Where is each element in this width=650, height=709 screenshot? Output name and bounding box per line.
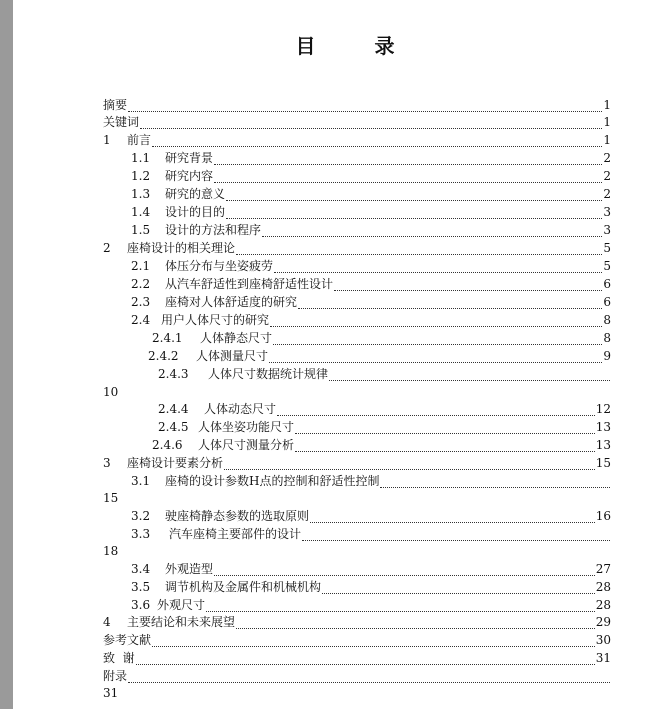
toc-entry-1-1[interactable] [131,149,611,167]
toc-entry-title: 座椅设计的相关理论 [127,241,236,255]
dot-leader [298,296,602,309]
toc-entry-title: 人体坐姿功能尺寸 [198,420,295,434]
toc-entry-chapter-4[interactable] [103,613,611,631]
toc-entry-title: 汽车座椅主要部件的设计 [169,527,302,541]
toc-entry-title: 附录 [103,669,128,683]
toc-entry-title: 主要结论和未来展望 [127,615,236,629]
toc-entry-chapter-3[interactable] [103,454,611,472]
toc-entry-3-5[interactable] [131,578,611,596]
dot-leader [128,99,602,112]
dot-leader [128,670,610,683]
toc-entry-title: 研究的意义 [165,187,226,201]
dot-leader [274,260,602,273]
toc-entry-page-wrapped: 31 [103,686,119,700]
toc-entry-3-3[interactable] [131,525,611,543]
toc-entry-page: 13 [595,420,611,434]
dot-leader [214,170,602,183]
toc-entry-page: 28 [595,598,611,612]
toc-entry-page: 28 [595,580,611,594]
toc-entry-2-1[interactable] [131,257,611,275]
toc-entry-title: 人体测量尺寸 [196,349,269,363]
toc-entry-number: 1.2 [131,169,151,183]
toc-entry-number: 3.1 [131,474,151,488]
viewer-left-edge [0,0,13,709]
dot-leader [295,439,595,452]
toc-entry-page-wrapped: 10 [103,385,119,399]
toc-entry-3-6[interactable] [131,596,611,614]
toc-entry-keywords[interactable] [103,113,611,131]
toc-entry-number: 1 [103,133,111,147]
toc-entry-number: 3.3 [131,527,151,541]
toc-entry-number: 3 [103,456,111,470]
toc-entry-number: 2.4.2 [148,349,179,363]
toc-entry-2-4-6[interactable] [152,436,611,454]
toc-entry-3-2[interactable] [131,507,611,525]
toc-entry-number: 3.5 [131,580,151,594]
dot-leader [236,242,602,255]
dot-leader [136,652,595,665]
toc-entry-1-5[interactable] [131,221,611,239]
toc-entry-page: 2 [603,169,611,183]
toc-entry-3-1[interactable] [131,472,611,490]
toc-entry-title: 设计的目的 [165,205,226,219]
toc-entry-page: 27 [595,562,611,576]
toc-entry-1-4[interactable] [131,203,611,221]
toc-entry-page: 5 [603,259,611,273]
toc-entry-1-2[interactable] [131,167,611,185]
toc-entry-page: 5 [603,241,611,255]
toc-entry-title: 用户人体尺寸的研究 [161,313,270,327]
toc-entry-2-4-4[interactable] [158,400,611,418]
toc-entry-2-4-3[interactable] [158,365,611,383]
toc-entry-title: 外观尺寸 [157,598,206,612]
toc-entry-title: 驶座椅静态参数的选取原则 [165,509,310,523]
toc-entry-2-4-2[interactable] [148,347,611,365]
toc-entry-number: 1.1 [131,151,151,165]
toc-entry-title: 设计的方法和程序 [165,223,262,237]
toc-entry-title: 调节机构及金属件和机械机构 [165,580,322,594]
toc-entry-number: 4 [103,615,111,629]
toc-entry-page: 12 [595,402,611,416]
toc-entry-page: 6 [603,295,611,309]
toc-entry-title: 人体静态尺寸 [200,331,273,345]
toc-entry-page: 8 [603,331,611,345]
toc-entry-number: 2.4 [131,313,151,327]
toc-entry-number: 3.6 [131,598,151,612]
toc-entry-page: 29 [595,615,611,629]
toc-entry-2-4[interactable] [131,311,611,329]
toc-entry-number: 2.4.5 [158,420,189,434]
toc-entry-page: 31 [595,651,611,665]
dot-leader [310,510,595,523]
toc-entry-page: 2 [603,187,611,201]
dot-leader [224,457,595,470]
toc-entry-page: 8 [603,313,611,327]
dot-leader [236,616,595,629]
dot-leader [269,350,602,363]
dot-leader [226,188,602,201]
toc-entry-page: 30 [595,633,611,647]
dot-leader [334,278,602,291]
toc-entry-page-wrapped: 15 [103,491,119,505]
dot-leader [214,152,602,165]
toc-entry-page: 3 [603,223,611,237]
dot-leader [152,134,602,147]
dot-leader [322,581,595,594]
toc-entry-abstract[interactable] [103,96,611,114]
toc-entry-page: 1 [603,98,611,112]
toc-entry-2-3[interactable] [131,293,611,311]
toc-entry-number: 3.2 [131,509,151,523]
toc-entry-2-4-5[interactable] [158,418,611,436]
toc-entry-page: 15 [595,456,611,470]
toc-entry-title: 从汽车舒适性到座椅舒适性设计 [165,277,334,291]
toc-entry-title: 外观造型 [165,562,214,576]
toc-entry-number: 2.1 [131,259,151,273]
dot-leader [380,475,610,488]
toc-entry-title: 致 谢 [103,651,135,665]
toc-entry-title: 人体动态尺寸 [204,402,277,416]
toc-entry-number: 3.4 [131,562,151,576]
dot-leader [226,206,602,219]
toc-entry-page: 16 [595,509,611,523]
toc-entry-page-wrapped: 18 [103,544,119,558]
toc-entry-number: 2 [103,241,111,255]
toc-entry-page: 9 [603,349,611,363]
toc-entry-number: 2.4.1 [152,331,183,345]
toc-entry-title: 摘要 [103,98,128,112]
dot-leader [152,634,595,647]
toc-entry-title: 参考文献 [103,633,152,647]
toc-entry-acknowledgements[interactable] [103,649,611,667]
toc-entry-number: 2.2 [131,277,151,291]
toc-entry-chapter-1[interactable] [103,131,611,149]
dot-leader [262,224,602,237]
toc-entry-number: 1.4 [131,205,151,219]
toc-entry-number: 2.4.3 [158,367,189,381]
toc-entry-page: 2 [603,151,611,165]
dot-leader [270,314,602,327]
toc-entry-title: 座椅对人体舒适度的研究 [165,295,298,309]
toc-entry-title: 体压分布与坐姿疲劳 [165,259,274,273]
toc-entry-number: 1.5 [131,223,151,237]
toc-entry-page: 1 [603,133,611,147]
toc-entry-title: 研究背景 [165,151,214,165]
toc-entry-chapter-2[interactable] [103,239,611,257]
toc-entry-title: 前言 [127,133,152,147]
dot-leader [206,599,595,612]
dot-leader [277,403,595,416]
toc-entry-1-3[interactable] [131,185,611,203]
toc-entry-number: 2.3 [131,295,151,309]
toc-entry-3-4[interactable] [131,560,611,578]
toc-entry-title: 人体尺寸测量分析 [198,438,295,452]
dot-leader [329,368,610,381]
dot-leader [214,563,595,576]
dot-leader [140,116,602,129]
toc-entry-title: 关键词 [103,115,140,129]
toc-entry-title: 研究内容 [165,169,214,183]
toc-entry-title: 人体尺寸数据统计规律 [208,367,329,381]
toc-entry-title: 座椅的设计参数H点的控制和舒适性控制 [165,474,380,488]
toc-entry-2-2[interactable] [131,275,611,293]
dot-leader [295,421,595,434]
toc-entry-page: 3 [603,205,611,219]
toc-entry-2-4-1[interactable] [152,329,611,347]
toc-entry-page: 13 [595,438,611,452]
page-title: 目 录 [295,34,421,58]
toc-entry-references[interactable] [103,631,611,649]
toc-entry-number: 2.4.4 [158,402,189,416]
toc-entry-title: 座椅设计要素分析 [127,456,224,470]
toc-entry-page: 6 [603,277,611,291]
dot-leader [302,528,610,541]
toc-entry-number: 2.4.6 [152,438,183,452]
toc-entry-number: 1.3 [131,187,151,201]
toc-entry-appendix[interactable] [103,667,611,685]
dot-leader [273,332,602,345]
toc-entry-page: 1 [603,115,611,129]
